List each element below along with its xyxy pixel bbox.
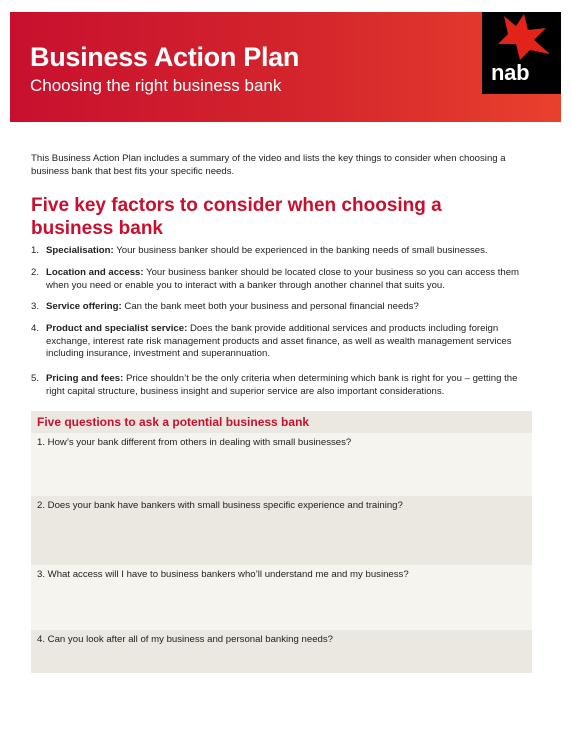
factor-text: Price shouldn’t be the only criteria when determining which bank is right for you – getting the right capital structure, business insight and superior service are also important considerations.	[46, 373, 518, 397]
nab-logo	[482, 12, 561, 94]
factor-text: Your business banker should be located close to your business so you can access them when you need or enable you to interact with a banker through another channel that suits you.	[46, 267, 520, 291]
questions-table	[31, 411, 532, 673]
page-subtitle: Choosing the right business bank	[30, 76, 282, 95]
intro-paragraph: This Business Action Plan includes a summary of the video and lists the key things to consider when choosing a business bank that best fits your specific needs.	[31, 153, 506, 177]
factor-number: 4.	[31, 323, 40, 334]
logo-text: nab	[491, 60, 530, 85]
factor-number: 2.	[31, 267, 40, 278]
factor-label: Service offering:	[46, 301, 122, 312]
factor-text: Does the bank provide additional services and products including foreign exchange, interest rate risk management products and asset finance, as well as wealth management services including insurance, investment and superannuation.	[46, 323, 512, 359]
factors-heading: Five key factors to consider when choosing a business bank	[31, 195, 442, 239]
page-title: Business Action Plan	[30, 42, 300, 72]
factor-number: 5.	[31, 373, 40, 384]
question-row: 2. Does your bank have bankers with small business specific experience and training?	[31, 496, 532, 565]
header-banner	[10, 12, 561, 122]
questions-heading: Five questions to ask a potential business bank	[31, 411, 532, 433]
factor-label: Pricing and fees:	[46, 373, 124, 384]
factor-label: Location and access:	[46, 267, 144, 278]
factor-label: Specialisation:	[46, 245, 114, 256]
question-row: 1. How’s your bank different from others in dealing with small businesses?	[31, 433, 532, 496]
factor-text: Your business banker should be experienced in the banking needs of small businesses.	[113, 245, 488, 256]
question-row: 3. What access will I have to business bankers who’ll understand me and my business?	[31, 565, 532, 630]
factor-number: 3.	[31, 301, 40, 312]
factor-text: Can the bank meet both your business and personal financial needs?	[121, 301, 419, 312]
factor-number: 1.	[31, 245, 40, 256]
factor-label: Product and specialist service:	[46, 323, 188, 334]
question-row: 4. Can you look after all of my business and personal banking needs?	[31, 630, 532, 673]
star-icon	[490, 14, 552, 60]
